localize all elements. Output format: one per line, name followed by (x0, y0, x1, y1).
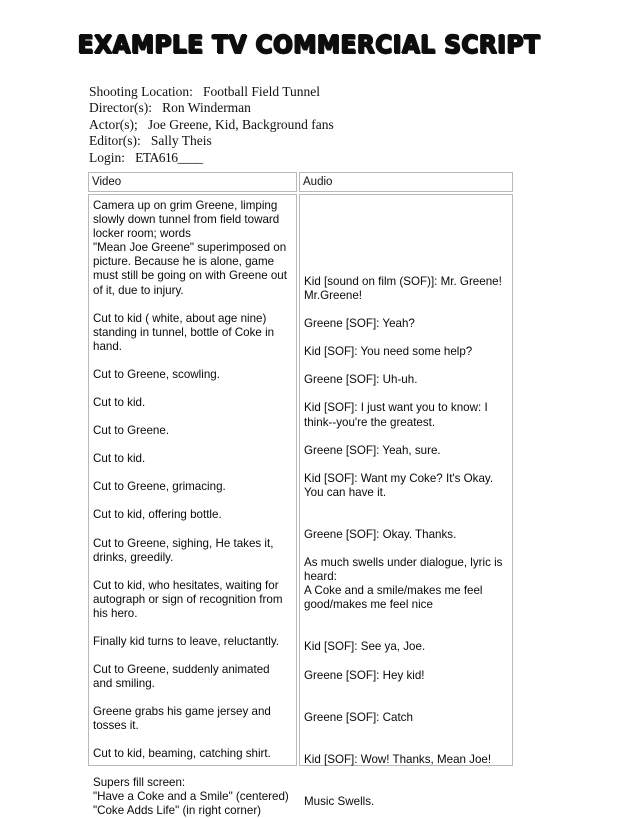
block-spacer (93, 691, 292, 705)
meta-row-shooting-location (89, 84, 509, 100)
block-spacer (93, 410, 292, 424)
block-spacer (93, 382, 292, 396)
audio-block: Kid [SOF]: You need some help? (304, 345, 473, 359)
video-block: Cut to Greene, grimacing. (93, 480, 226, 494)
editor-value: Sally Theis (150, 133, 212, 149)
shooting-location-value: Football Field Tunnel (203, 84, 321, 99)
block-spacer (93, 438, 292, 452)
login-value: ETA616____ (135, 149, 203, 165)
column-header-audio: Audio (299, 172, 513, 192)
meta-row-director (89, 100, 509, 116)
director-value: Ron Winderman (162, 100, 251, 116)
audio-block: Kid [SOF]: Wow! Thanks, Mean Joe! (304, 752, 492, 766)
block-spacer (93, 649, 292, 663)
audio-block: Greene [SOF]: Okay. Thanks. (304, 527, 457, 541)
audio-lead-spacer (304, 199, 508, 275)
block-spacer (304, 725, 508, 753)
audio-block: Music Swells. (304, 794, 375, 808)
block-spacer (304, 683, 508, 711)
shooting-location-label: Shooting Location: (89, 84, 193, 99)
video-block: Finally kid turns to leave, reluctantly. (93, 634, 280, 648)
audio-block: Kid [sound on film (SOF)]: Mr. Greene! Mr.Greene! (304, 275, 502, 303)
video-block: Cut to kid ( white, about age nine) standing in tunnel, bottle of Coke in hand. (93, 311, 275, 353)
video-block: Supers fill screen: (93, 775, 186, 789)
audio-column-cell (299, 194, 513, 808)
page-title: EXAMPLE TV COMMERCIAL SCRIPT (77, 30, 541, 59)
block-spacer (93, 298, 292, 312)
video-block: Cut to Greene. (93, 424, 170, 438)
video-block: "Mean Joe Greene" superimposed on picture. Because he is alone, game must still be going on with Greene out of it, due to injury. (93, 241, 287, 297)
video-block: "Coke Adds Life" (in right corner) (93, 803, 262, 817)
actors-value: Joe Greene, Kid, Background fans (147, 116, 334, 132)
video-block: Cut to Greene, suddenly animated and smiling. (93, 663, 270, 691)
editor-label: Editor(s): (89, 133, 141, 149)
table-header-row (88, 172, 513, 192)
audio-block: As much swells under dialogue, lyric is heard: (304, 556, 503, 584)
video-block: Cut to kid. (93, 396, 146, 410)
block-spacer (304, 430, 508, 444)
block-spacer (93, 494, 292, 508)
audio-block: Kid [SOF]: Want my Coke? It's Okay. You can have it. (304, 471, 494, 499)
block-spacer (93, 466, 292, 480)
audio-block: Greene [SOF]: Hey kid! (304, 668, 425, 682)
block-spacer (93, 762, 292, 776)
video-column-cell (88, 194, 297, 817)
block-spacer (304, 612, 508, 640)
meta-row-editor (89, 133, 509, 149)
meta-row-login (89, 150, 509, 166)
block-spacer (93, 733, 292, 747)
block-spacer (304, 303, 508, 317)
block-spacer (304, 359, 508, 373)
video-block: Cut to kid, beaming, catching shirt. (93, 747, 271, 761)
block-spacer (304, 458, 508, 472)
block-spacer (304, 387, 508, 401)
block-spacer (304, 655, 508, 669)
video-block: Cut to kid. (93, 452, 146, 466)
video-block: Cut to Greene, sighing, He takes it, drinks, greedily. (93, 536, 274, 564)
audio-block: Greene [SOF]: Catch (304, 710, 413, 724)
block-spacer (93, 354, 292, 368)
audio-block: A Coke and a smile/makes me feel good/makes me feel nice (304, 584, 483, 612)
audio-block: Kid [SOF]: I just want you to know: I think--you're the greatest. (304, 401, 488, 429)
video-block: "Have a Coke and a Smile" (centered) (93, 789, 289, 803)
actors-label: Actor(s); (89, 116, 138, 132)
audio-block: Greene [SOF]: Yeah? (304, 317, 415, 331)
block-spacer (93, 621, 292, 635)
video-block: Cut to kid, who hesitates, waiting for autograph or sign of recognition from his hero. (93, 578, 283, 620)
video-block: Cut to Greene, scowling. (93, 367, 220, 381)
block-spacer (93, 565, 292, 579)
block-spacer (304, 542, 508, 556)
meta-row-actors (89, 117, 509, 133)
login-label: Login: (89, 149, 125, 165)
audio-block: Greene [SOF]: Yeah, sure. (304, 443, 441, 457)
video-block: Cut to kid, offering bottle. (93, 508, 222, 522)
table-body-row (88, 194, 513, 817)
script-metadata (89, 84, 509, 166)
audio-block: Greene [SOF]: Uh-uh. (304, 373, 418, 387)
block-spacer (93, 523, 292, 537)
block-spacer (304, 500, 508, 528)
director-label: Director(s): (89, 100, 152, 116)
block-spacer (304, 767, 508, 795)
audio-block: Kid [SOF]: See ya, Joe. (304, 640, 426, 654)
script-table (88, 172, 513, 817)
video-block: Camera up on grim Greene, limping slowly down tunnel from field toward locker room; words (93, 199, 280, 241)
video-block: Greene grabs his game jersey and tosses it. (93, 705, 271, 733)
column-header-video: Video (88, 172, 297, 192)
block-spacer (304, 331, 508, 345)
